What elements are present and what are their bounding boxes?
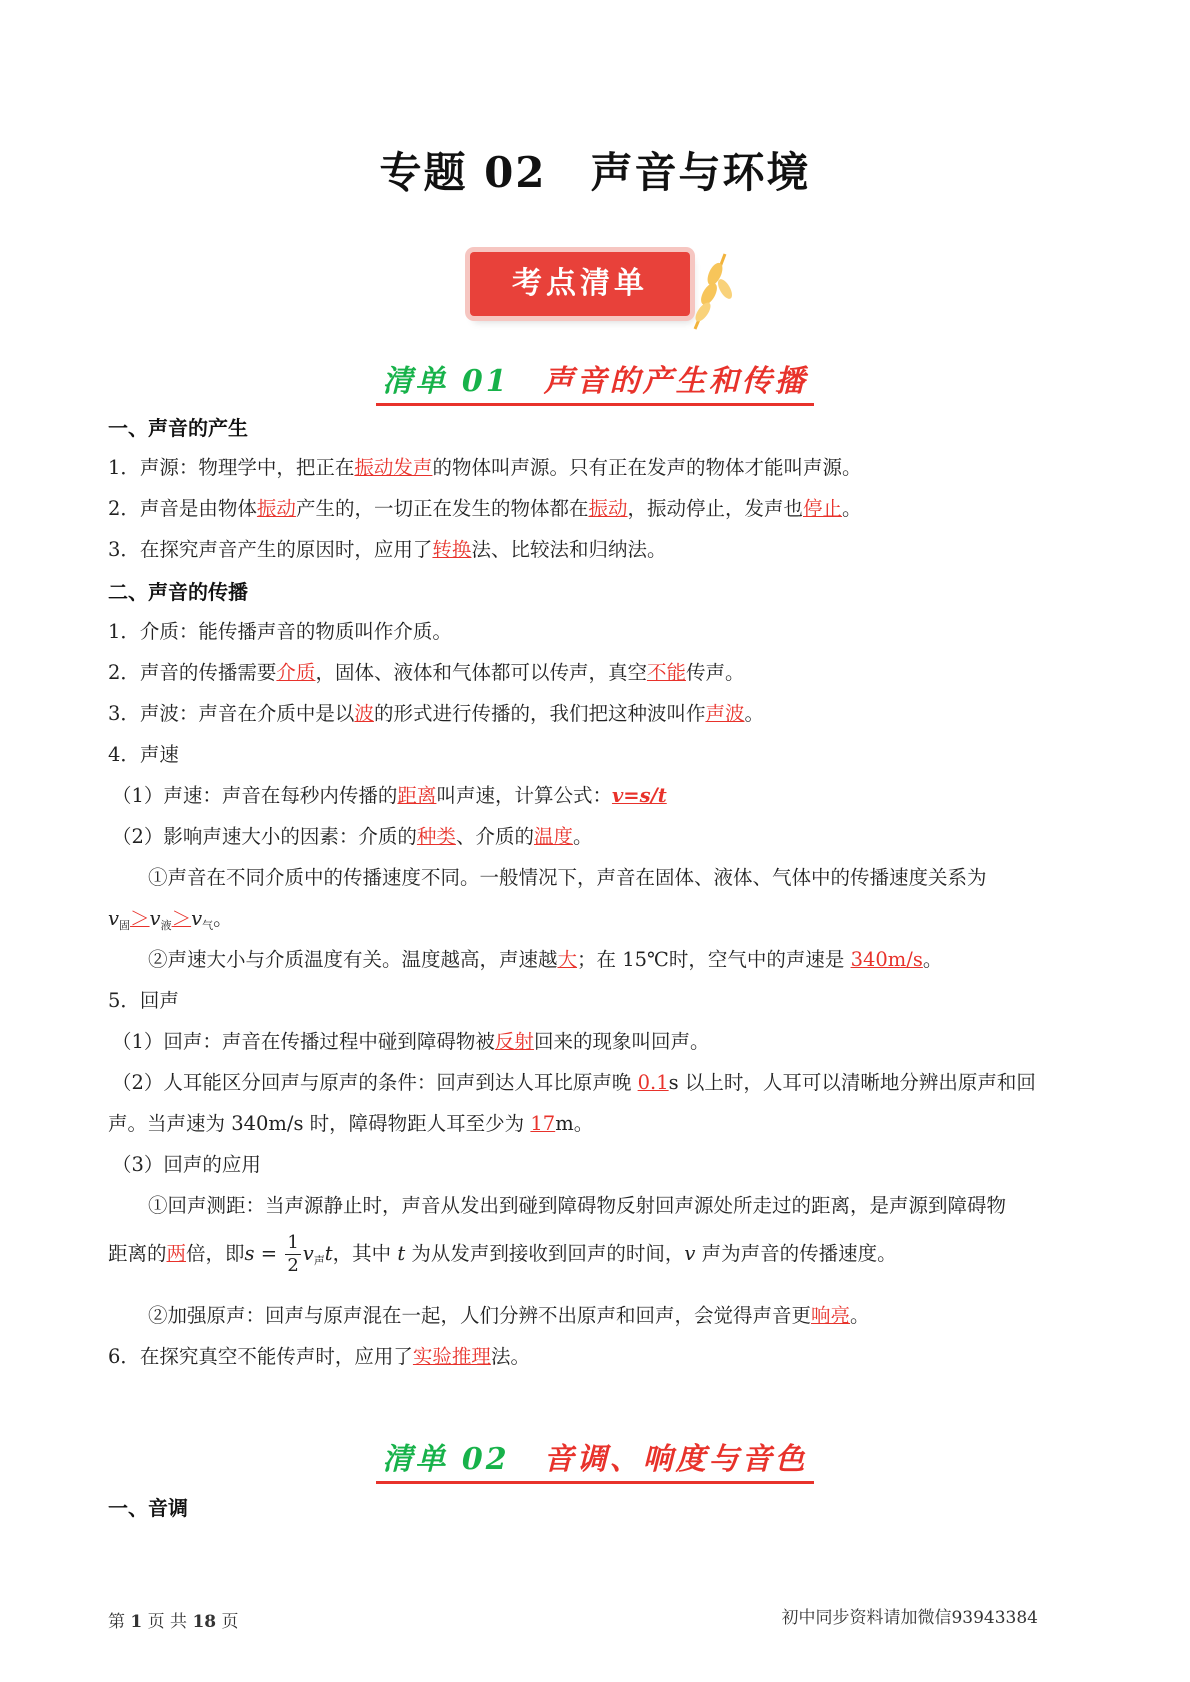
answer: 17 [530,1112,556,1135]
answer: 介质 [276,661,316,684]
page-title: 专题 02 声音与环境 [379,148,811,197]
paragraph-line: 2．声音是由物体振动产生的，一切正在发生的物体都在振动，振动停止，发声也停止。 [108,497,862,520]
section-heading-01 [0,356,1190,406]
paragraph-line: 2．声音的传播需要介质，固体、液体和气体都可以传声，真空不能传声。 [108,661,745,684]
paragraph-line: 1．介质：能传播声音的物质叫作介质。 [108,620,452,643]
paragraph-line: ②加强原声：回声与原声混在一起，人们分辨不出原声和回声，会觉得声音更响亮。 [148,1304,870,1327]
badge-container [470,244,730,334]
section-heading-02 [0,1434,1190,1484]
answer: 实验推理 [412,1345,491,1368]
paragraph-line: 1．声源：物理学中，把正在振动发声的物体叫声源。只有正在发声的物体才能叫声源。 [108,456,862,479]
paragraph-line: （2）人耳能区分回声与原声的条件：回声到达人耳比原声晚 0.1s 以上时，人耳可以清晰地分辨出原声和回 [112,1071,1036,1094]
answer: 两 [166,1242,187,1265]
paragraph-line: 5．回声 [108,989,179,1012]
paragraph-line: （2）影响声速大小的因素：介质的种类、介质的温度。 [112,825,593,848]
fraction: $\frac{1}{2}$ [287,1232,299,1276]
heading-pitch: 一、音调 [108,1496,188,1520]
answer: 振动发声 [354,456,433,479]
heading-sound-propagation: 二、声音的传播 [108,580,248,604]
section-name: 音调、响度与音色 [543,1442,808,1477]
paragraph-line: ①回声测距：当声源静止时，声音从发出到碰到障碍物反射回声源处所走过的距离，是声源到障碍物 [148,1194,1007,1217]
answer: 距离 [397,784,437,807]
page-number: 第 1 页 共 18 页 [108,1612,239,1632]
answer: 反射 [494,1030,534,1053]
paragraph-line: 3．在探究声音产生的原因时，应用了转换法、比较法和归纳法。 [108,538,667,561]
paragraph-line: 声。当声速为 340m/s 时，障碍物距人耳至少为 17m。 [108,1112,594,1135]
paragraph-line: ②声速大小与介质温度有关。温度越高，声速越大；在 15℃时，空气中的声速是 340m/s。 [148,948,943,971]
answer: 340m/s [850,948,923,971]
paragraph-line: ①声音在不同介质中的传播速度不同。一般情况下，声音在固体、液体、气体中的传播速度关系为 [148,866,987,889]
answer: 振动 [256,497,296,520]
paragraph-line: （1）声速：声音在每秒内传播的距离叫声速，计算公式：v=s/t [112,784,667,807]
paragraph-line: 3．声波：声音在介质中是以波的形式进行传播的，我们把这种波叫作声波。 [108,702,764,725]
answer: 响亮 [811,1304,851,1327]
section-name: 声音的产生和传播 [543,364,808,399]
wheat-leaf-icon [685,244,735,334]
answer: ＞ [130,907,150,930]
heading-sound-production: 一、声音的产生 [108,416,248,440]
footer-note: 初中同步资料请加微信93943384 [781,1608,1038,1628]
badge-label: 考点清单 [470,252,690,316]
answer: 声波 [705,702,745,725]
answer: 种类 [416,825,456,848]
answer-formula: v=s/t [611,784,667,807]
section-number: 清单 01 [382,364,510,399]
paragraph-line-formula: 距离的两倍，即s = $\frac{1}{2}$ $v_声t$，其中 t 为从发声到接收到回声的时间，v 声为声音的传播速度。 [108,1232,897,1276]
paragraph-line: 6．在探究真空不能传声时，应用了实验推理法。 [108,1345,530,1368]
answer: 大 [557,948,578,971]
paragraph-line: 4．声速 [108,743,179,766]
paragraph-line: $v_固>v_液>v_气$。 [108,907,233,932]
answer: 波 [354,702,374,725]
paragraph-line: （1）回声：声音在传播过程中碰到障碍物被反射回来的现象叫回声。 [112,1030,710,1053]
answer: 停止 [802,497,842,520]
answer: ＞ [171,907,192,930]
answer: 转换 [432,538,472,561]
answer: 0.1 [637,1071,669,1094]
answer: 不能 [646,661,686,684]
section-number: 清单 02 [382,1442,510,1477]
paragraph-line: （3）回声的应用 [112,1153,261,1176]
answer: 振动 [588,497,628,520]
answer: 温度 [533,825,573,848]
